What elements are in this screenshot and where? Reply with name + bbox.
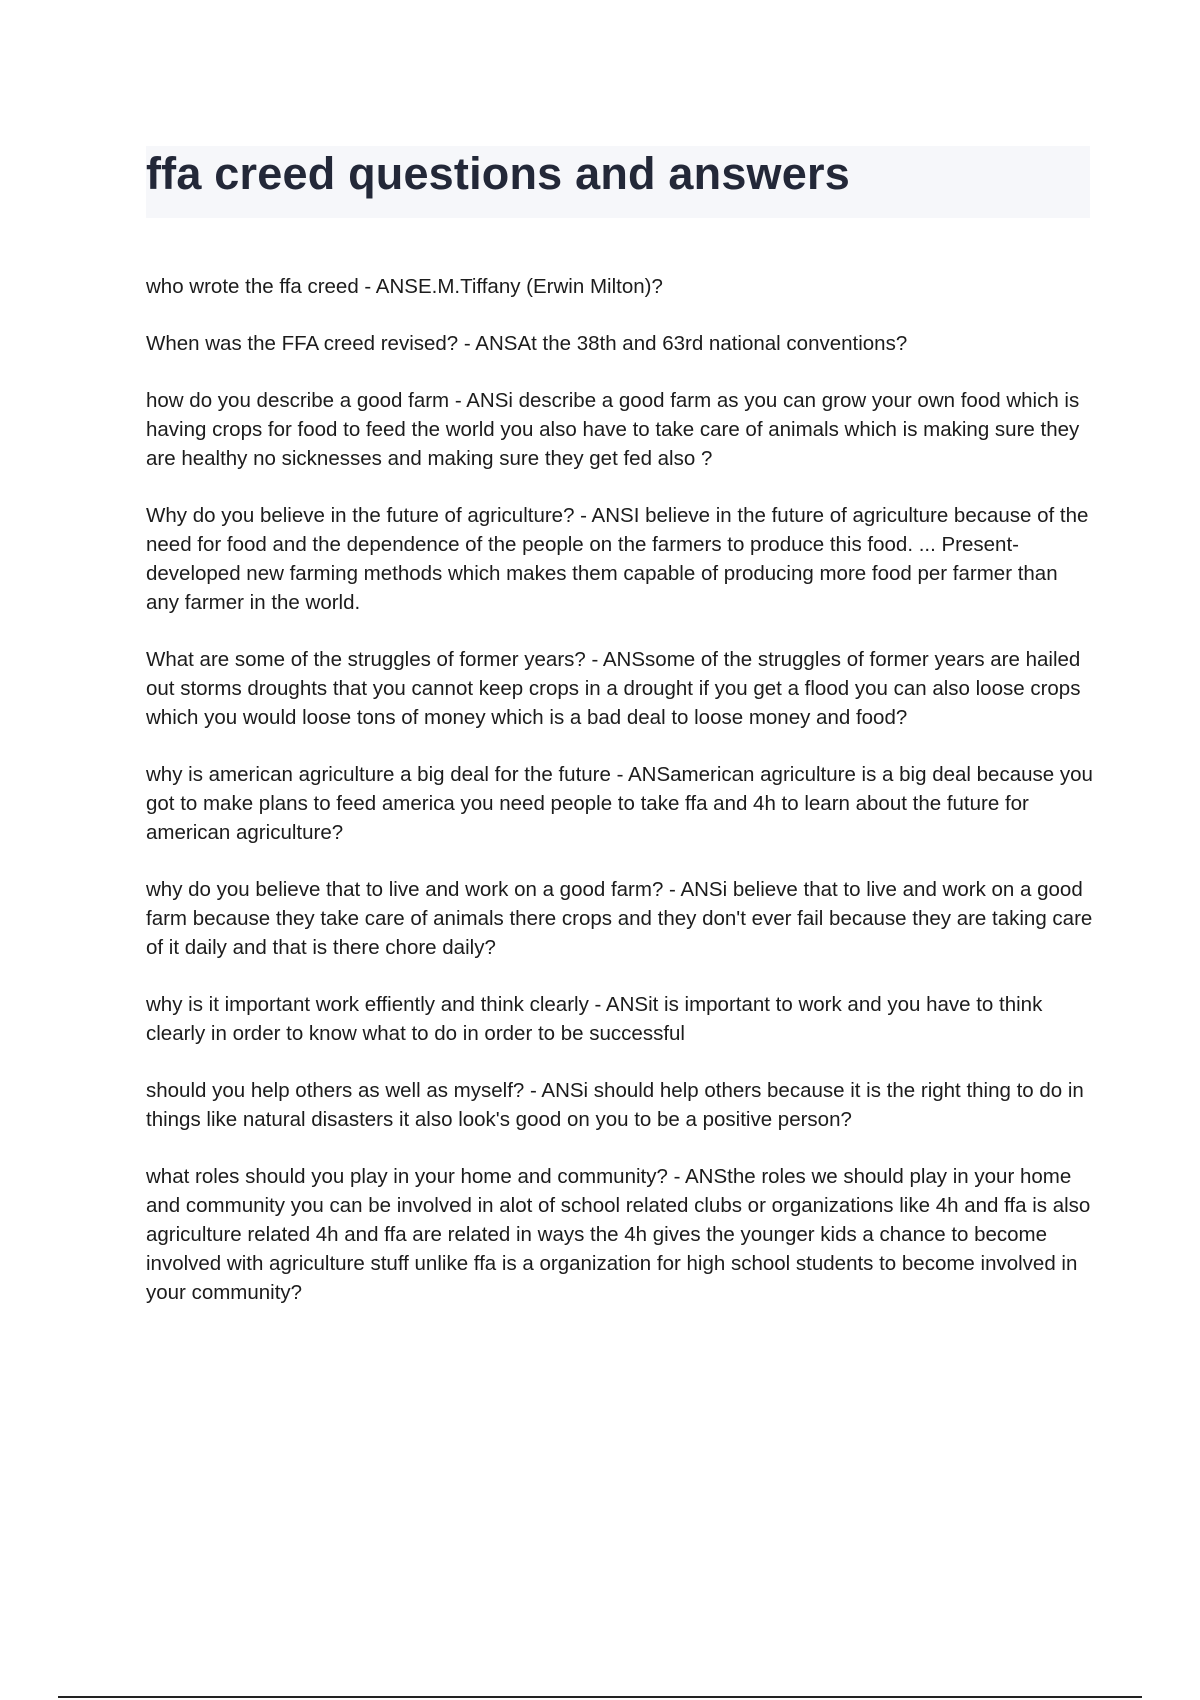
qa-item: who wrote the ffa creed - ANSE.M.Tiffany (Erwin Milton)? [146, 275, 663, 298]
qa-item: Why do you believe in the future of agriculture? - ANSI believe in the future of agriculture because of the need for food and the dependence of the people on the farmers to produce this food. ... Present- developed new farming methods which makes them capable of producing more food per farmer than any farmer in the world. [146, 504, 1089, 614]
qa-item: When was the FFA creed revised? - ANSAt the 38th and 63rd national conventions? [146, 332, 908, 355]
qa-list [146, 272, 1094, 1335]
qa-item: should you help others as well as myself? - ANSi should help others because it is the right thing to do in things like natural disasters it also look's good on you to be a positive person? [146, 1079, 1084, 1131]
footer-rule [58, 1696, 1142, 1698]
qa-item: why do you believe that to live and work on a good farm? - ANSi believe that to live and work on a good farm because they take care of animals there crops and they don't ever fail because they are taking care of it daily and that is there chore daily? [146, 878, 1093, 959]
qa-item: how do you describe a good farm - ANSi describe a good farm as you can grow your own food which is having crops for food to feed the world you also have to take care of animals which is making sure they are healthy no sicknesses and making sure they get fed also ? [146, 389, 1080, 470]
qa-item: why is american agriculture a big deal for the future - ANSamerican agriculture is a big deal because you got to make plans to feed america you need people to take ffa and 4h to learn about the future for american agriculture? [146, 763, 1093, 844]
page-title: ffa creed questions and answers [146, 148, 850, 199]
qa-item: what roles should you play in your home and community? - ANSthe roles we should play in your home and community you can be involved in alot of school related clubs or organizations like 4h and ffa is also agriculture related 4h and ffa are related in ways the 4h gives the younger kids a chance to become involved with agriculture stuff unlike ffa is a organization for high school students to become involved in your community? [146, 1165, 1091, 1304]
qa-item: why is it important work effiently and think clearly - ANSit is important to work and you have to think clearly in order to know what to do in order to be successful [146, 993, 1043, 1045]
qa-item: What are some of the struggles of former years? - ANSsome of the struggles of former years are hailed out storms droughts that you cannot keep crops in a drought if you get a flood you can also loose crops which you would loose tons of money which is a bad deal to loose money and food? [146, 648, 1081, 729]
